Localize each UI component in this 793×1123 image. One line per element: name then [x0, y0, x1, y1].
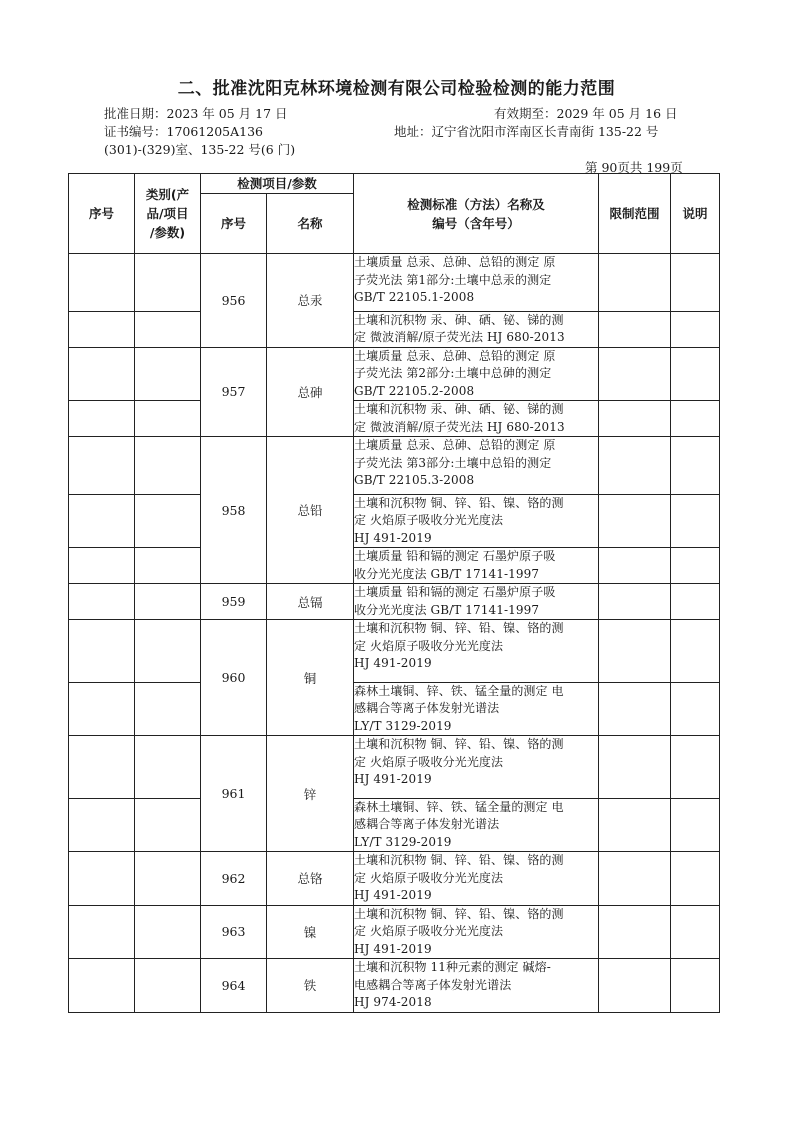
note-cell: [671, 311, 720, 347]
standard-line: GB/T 22105.1-2008: [354, 290, 475, 304]
seq-cell: [69, 254, 135, 312]
standard-line: 土壤和沉积物 铜、锌、铅、镍、铬的测: [354, 621, 564, 635]
limit-cell: [599, 852, 671, 906]
header-seq: 序号: [69, 174, 135, 254]
standard-line: HJ 491-2019: [354, 530, 432, 545]
item-number: 961: [201, 736, 267, 852]
standard-line: 定 微波消解/原子荧光法 HJ 680-2013: [354, 419, 565, 434]
seq-cell: [69, 959, 135, 1013]
page-title: 二、批准沈阳克林环境检测有限公司检验检测的能力范围: [177, 79, 616, 99]
standard-line: 土壤和沉积物 11种元素的测定 碱熔-: [354, 960, 551, 974]
category-cell: [135, 959, 201, 1013]
standard-line: HJ 491-2019: [354, 772, 432, 786]
table-row: [69, 620, 720, 683]
standard-line: 土壤和沉积物 铜、锌、铅、镍、铬的测: [354, 495, 564, 510]
category-cell: [135, 584, 201, 620]
table-row: [69, 254, 720, 312]
seq-cell: [69, 437, 135, 495]
category-cell: [135, 347, 201, 401]
item-number: 957: [201, 347, 267, 437]
limit-cell: [599, 347, 671, 401]
category-cell: [135, 494, 201, 548]
seq-cell: [69, 852, 135, 906]
table-row: [69, 736, 720, 799]
item-number: 956: [201, 254, 267, 348]
seq-cell: [69, 401, 135, 437]
limit-cell: [599, 494, 671, 548]
header-item-name: 名称: [267, 194, 354, 254]
standard-cell: [354, 682, 599, 736]
table-row: [69, 959, 720, 1013]
standard-cell: [354, 959, 599, 1013]
standard-line: 森林土壤铜、锌、铁、锰全量的测定 电: [354, 683, 564, 698]
category-cell: [135, 905, 201, 959]
item-number: 960: [201, 620, 267, 736]
table-row: [69, 682, 720, 736]
table-row: [69, 584, 720, 620]
note-cell: [671, 736, 720, 799]
standard-line: 子荧光法 第3部分:土壤中总铅的测定: [354, 455, 552, 470]
note-cell: [671, 905, 720, 959]
limit-cell: [599, 584, 671, 620]
standard-line: 土壤质量 总汞、总砷、总铅的测定 原: [354, 348, 556, 363]
capability-table: [68, 173, 720, 1013]
standard-line: LY/T 3129-2019: [354, 834, 452, 849]
standard-cell: [354, 347, 599, 401]
seq-cell: [69, 584, 135, 620]
standard-line: GB/T 22105.3-2008: [354, 473, 475, 487]
standard-line: 土壤和沉积物 铜、锌、铅、镍、铬的测: [354, 737, 564, 751]
limit-cell: [599, 548, 671, 584]
standard-line: 定 火焰原子吸收分光光度法: [354, 924, 504, 938]
standard-line: HJ 491-2019: [354, 941, 432, 956]
standard-line: 土壤质量 总汞、总砷、总铅的测定 原: [354, 438, 556, 452]
item-number: 963: [201, 905, 267, 959]
note-cell: [671, 620, 720, 683]
category-cell: [135, 620, 201, 683]
item-name: 镍: [267, 905, 354, 959]
seq-cell: [69, 494, 135, 548]
standard-cell: [354, 584, 599, 620]
standard-line: 感耦合等离子体发射光谱法: [354, 701, 500, 715]
note-cell: [671, 437, 720, 495]
note-cell: [671, 254, 720, 312]
item-number: 959: [201, 584, 267, 620]
standard-line: 土壤和沉积物 汞、砷、硒、铋、锑的测: [354, 312, 564, 327]
item-number: 964: [201, 959, 267, 1013]
seq-cell: [69, 682, 135, 736]
seq-cell: [69, 905, 135, 959]
table-row: [69, 852, 720, 906]
header-item-seq: 序号: [201, 194, 267, 254]
limit-cell: [599, 682, 671, 736]
standard-line: 子荧光法 第1部分:土壤中总汞的测定: [354, 272, 552, 287]
seq-cell: [69, 311, 135, 347]
item-name: 总镉: [267, 584, 354, 620]
item-number: 958: [201, 437, 267, 584]
standard-cell: [354, 254, 599, 312]
table-row: [69, 905, 720, 959]
header-standard: 检测标准（方法）名称及 编号（含年号）: [354, 174, 599, 254]
standard-line: 土壤质量 铅和镉的测定 石墨炉原子吸: [354, 585, 556, 599]
category-cell: [135, 548, 201, 584]
standard-line: HJ 491-2019: [354, 656, 432, 670]
table-row: [69, 311, 720, 347]
category-cell: [135, 852, 201, 906]
standard-cell: [354, 620, 599, 683]
seq-cell: [69, 798, 135, 852]
category-cell: [135, 798, 201, 852]
note-cell: [671, 494, 720, 548]
header-note: 说明: [671, 174, 720, 254]
standard-line: GB/T 22105.2-2008: [354, 383, 475, 398]
note-cell: [671, 682, 720, 736]
limit-cell: [599, 254, 671, 312]
item-name: 总铅: [267, 437, 354, 584]
limit-cell: [599, 959, 671, 1013]
address: 地址：辽宁省沈阳市浑南区长青南街 135-22 号: [394, 124, 659, 139]
seq-cell: [69, 347, 135, 401]
category-cell: [135, 437, 201, 495]
standard-line: 收分光光度法 GB/T 17141-1997: [354, 566, 540, 581]
standard-line: 土壤和沉积物 汞、砷、硒、铋、锑的测: [354, 402, 564, 416]
approval-date: 批准日期：2023 年 05 月 17 日: [104, 106, 288, 121]
standard-line: 子荧光法 第2部分:土壤中总砷的测定: [354, 366, 552, 380]
limit-cell: [599, 798, 671, 852]
item-number: 962: [201, 852, 267, 906]
note-cell: [671, 584, 720, 620]
note-cell: [671, 401, 720, 437]
limit-cell: [599, 401, 671, 437]
standard-line: 定 火焰原子吸收分光光度法: [354, 870, 504, 885]
standard-line: 定 火焰原子吸收分光光度法: [354, 754, 504, 769]
item-name: 总铬: [267, 852, 354, 906]
item-name: 锌: [267, 736, 354, 852]
item-name: 铁: [267, 959, 354, 1013]
standard-cell: [354, 437, 599, 495]
standard-line: LY/T 3129-2019: [354, 718, 452, 733]
standard-line: 定 火焰原子吸收分光光度法: [354, 513, 504, 527]
header-items-group: 检测项目/参数: [201, 174, 354, 194]
standard-cell: [354, 311, 599, 347]
category-cell: [135, 401, 201, 437]
table-row: [69, 437, 720, 495]
seq-cell: [69, 620, 135, 683]
standard-cell: [354, 494, 599, 548]
limit-cell: [599, 620, 671, 683]
standard-line: HJ 974-2018: [354, 995, 432, 1009]
table-row: [69, 548, 720, 584]
standard-line: 定 微波消解/原子荧光法 HJ 680-2013: [354, 330, 565, 344]
standard-line: HJ 491-2019: [354, 888, 432, 902]
certificate-number: 证书编号：17061205A136: [104, 124, 264, 139]
category-cell: [135, 682, 201, 736]
table-row: [69, 494, 720, 548]
table-row: [69, 401, 720, 437]
standard-line: 收分光光度法 GB/T 17141-1997: [354, 602, 540, 617]
note-cell: [671, 548, 720, 584]
standard-cell: [354, 401, 599, 437]
item-name: 铜: [267, 620, 354, 736]
note-cell: [671, 798, 720, 852]
category-cell: [135, 736, 201, 799]
note-cell: [671, 852, 720, 906]
item-name: 总汞: [267, 254, 354, 348]
limit-cell: [599, 905, 671, 959]
standard-line: 土壤和沉积物 铜、锌、铅、镍、铬的测: [354, 906, 564, 921]
valid-until: 有效期至：2029 年 05 月 16 日: [494, 106, 678, 121]
header-category: 类别(产 品/项目 /参数): [135, 174, 201, 254]
note-cell: [671, 959, 720, 1013]
standard-line: 定 火焰原子吸收分光光度法: [354, 638, 504, 653]
standard-line: 电感耦合等离子体发射光谱法: [354, 977, 512, 992]
limit-cell: [599, 736, 671, 799]
standard-cell: [354, 798, 599, 852]
category-cell: [135, 254, 201, 312]
seq-cell: [69, 548, 135, 584]
limit-cell: [599, 311, 671, 347]
room-info: (301)-(329)室、135-22 号(6 门): [104, 142, 296, 157]
standard-cell: [354, 548, 599, 584]
note-cell: [671, 347, 720, 401]
table-row: [69, 347, 720, 401]
standard-cell: [354, 905, 599, 959]
standard-line: 感耦合等离子体发射光谱法: [354, 817, 500, 831]
table-row: [69, 798, 720, 852]
standard-cell: [354, 736, 599, 799]
category-cell: [135, 311, 201, 347]
standard-cell: [354, 852, 599, 906]
page-number: 第 90页共 199页: [585, 160, 683, 175]
standard-line: 土壤和沉积物 铜、锌、铅、镍、铬的测: [354, 853, 564, 867]
limit-cell: [599, 437, 671, 495]
standard-line: 森林土壤铜、锌、铁、锰全量的测定 电: [354, 799, 564, 814]
standard-line: 土壤质量 总汞、总砷、总铅的测定 原: [354, 255, 556, 269]
seq-cell: [69, 736, 135, 799]
item-name: 总砷: [267, 347, 354, 437]
header-limit: 限制范围: [599, 174, 671, 254]
standard-line: 土壤质量 铅和镉的测定 石墨炉原子吸: [354, 549, 556, 563]
